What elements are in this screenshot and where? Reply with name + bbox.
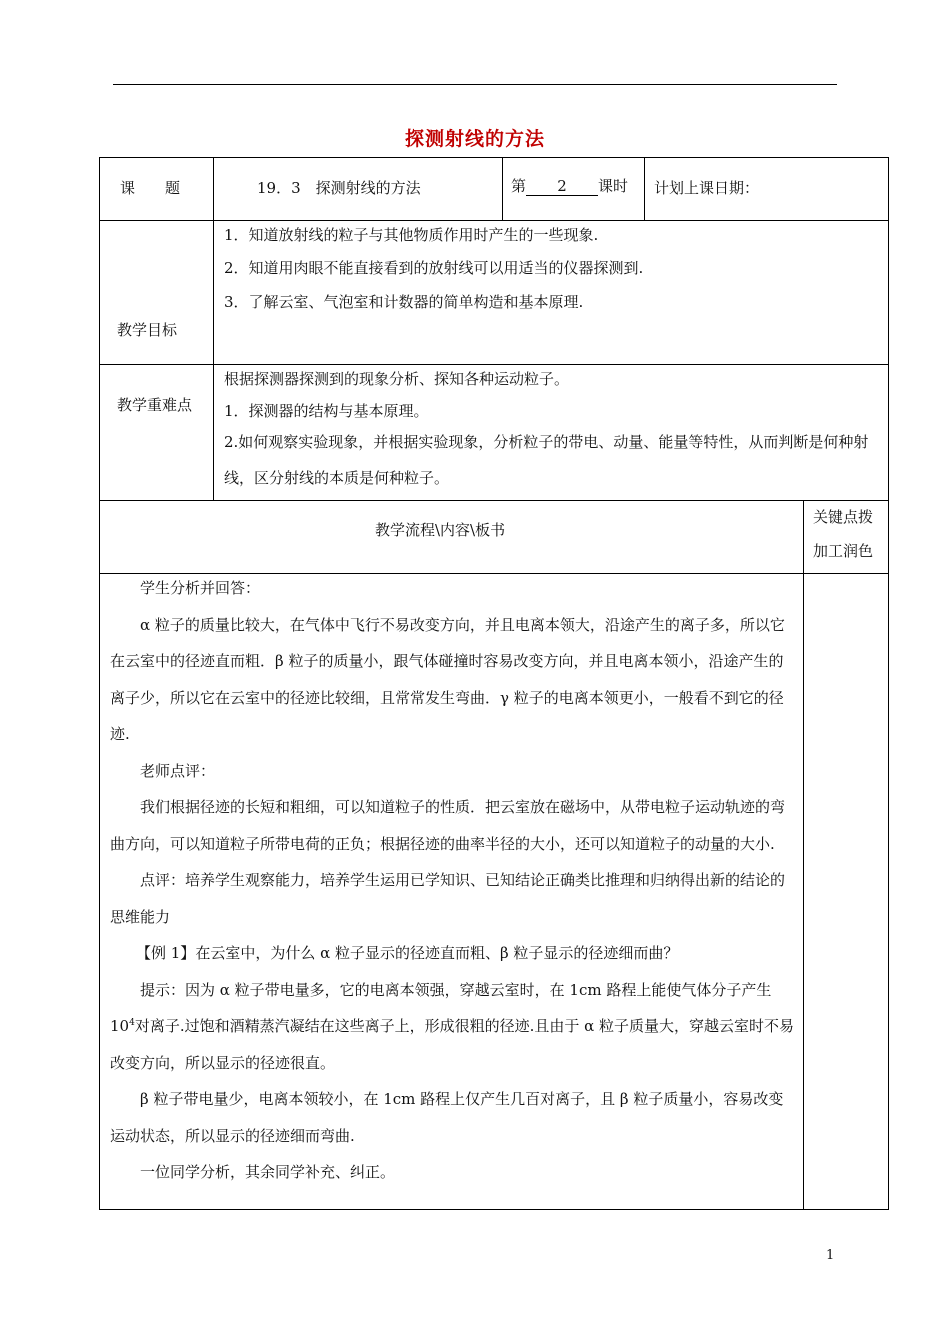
- col-divider-label: [213, 157, 214, 500]
- content-paragraph: α 粒子的质量比较大，在气体中飞行不易改变方向，并且电离本领大，沿途产生的离子多，所以它在云室中的径迹直而粗．β 粒子的质量小，跟气体碰撞时容易改变方向，并且电离本领小，沿途产生的离子少，所以它在云室中的径迹比较细，且常常发生弯曲．γ 粒子的电离本领更小，一般看不到它的径迹.: [110, 615, 785, 743]
- content-paragraph: 点评：培养学生观察能力，培养学生运用已学知识、已知结论正确类比推理和归纳得出新的结论的思维能力: [110, 871, 786, 926]
- plan-date-label: 计划上课日期：: [654, 179, 760, 197]
- content-paragraph: 我们根据径迹的长短和粗细，可以知道粒子的性质．把云室放在磁场中，从带电粒子运动轨迹的弯曲方向，可以知道粒子所带电荷的正负；根据径迹的曲率半径的大小，还可以知道粒子的动量的大小.: [110, 798, 786, 853]
- key-point-line: 1．探测器的结构与基本原理。: [224, 402, 429, 420]
- hint-text-a: 提示：因为 α 粒子带电量多，它的电离本领强，穿越云室时，在 1cm 路程上能使气体分子产生 10: [110, 980, 772, 1035]
- lesson-number: 2: [526, 177, 598, 196]
- lesson-suffix: 课时: [598, 177, 629, 195]
- hint-paragraph: [110, 972, 796, 1082]
- lesson-count: [511, 176, 628, 196]
- example-question: 在云室中，为什么 α 粒子显示的径迹直而粗、β 粒子显示的径迹细而曲？: [195, 944, 679, 962]
- objectives-label: 教学目标: [117, 321, 178, 339]
- content-paragraph: 老师点评：: [140, 761, 216, 780]
- header-rule: [113, 84, 837, 85]
- content-paragraph: β 粒子带电量少，电离本领较小，在 1cm 路程上仅产生几百对离子，且 β 粒子质量小，容易改变运动状态，所以显示的径迹细而弯曲.: [110, 1090, 784, 1145]
- topic-value: 19．3 探测射线的方法: [257, 179, 421, 197]
- row-divider-1: [99, 220, 889, 221]
- col-divider-date: [644, 157, 645, 220]
- key-point-line: 根据探测器探测到的现象分析、探知各种运动粒子。: [224, 370, 570, 388]
- key-points-label: 教学重难点: [117, 396, 193, 414]
- objective-item: 2．知道用肉眼不能直接看到的放射线可以用适当的仪器探测到.: [224, 259, 644, 277]
- side-header: 关键点拨加工润色: [813, 508, 874, 560]
- row-divider-3: [99, 500, 889, 501]
- content-paragraph: 学生分析并回答：: [140, 579, 261, 597]
- example-paragraph: [110, 935, 796, 972]
- page-title: 探测射线的方法: [404, 128, 545, 150]
- exponent: 4: [129, 1018, 135, 1028]
- page-number: 1: [826, 1248, 835, 1263]
- content-paragraph: 一位同学分析，其余同学补充、纠正。: [140, 1163, 396, 1181]
- row-divider-2: [99, 364, 889, 365]
- col-divider-lesson: [502, 157, 503, 220]
- col-divider-side: [803, 500, 804, 1210]
- key-point-line: 2.如何观察实验现象，并根据实验现象，分析粒子的带电、动量、能量等特性，从而判断是何种射线，区分射线的本质是何种粒子。: [224, 433, 869, 487]
- example-label: 【例 1】: [136, 944, 196, 962]
- hint-text-b: 对离子.过饱和酒精蒸汽凝结在这些离子上，形成很粗的径迹.且由于 α 粒子质量大，穿越云室时不易改变方向，所以显示的径迹很直。: [110, 1017, 795, 1072]
- objective-item: 3．了解云室、气泡室和计数器的简单构造和基本原理.: [224, 293, 584, 311]
- objective-item: 1．知道放射线的粒子与其他物质作用时产生的一些现象.: [224, 226, 599, 244]
- topic-label: 课 题: [120, 179, 181, 197]
- content-body: [110, 570, 796, 1191]
- flow-header: 教学流程\内容\板书: [375, 521, 506, 539]
- lesson-prefix: 第: [511, 177, 527, 195]
